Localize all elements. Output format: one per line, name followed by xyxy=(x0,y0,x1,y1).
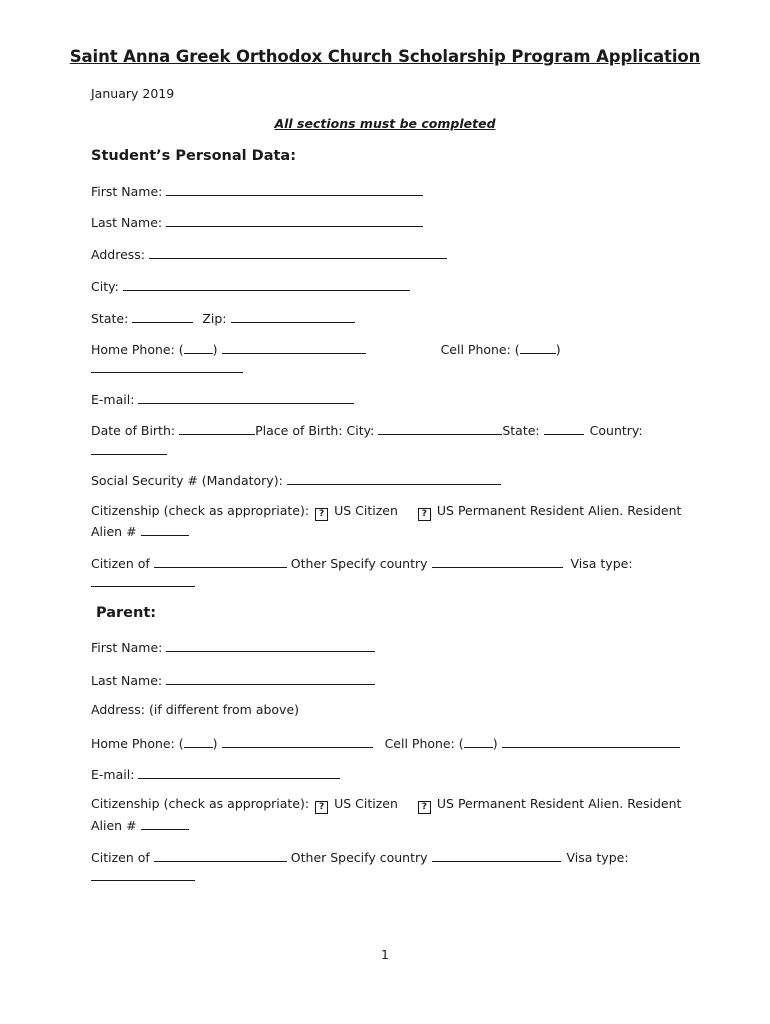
student-section-heading: Student’s Personal Data: xyxy=(91,148,297,164)
student-home-area-code-field[interactable] xyxy=(184,340,213,354)
parent-first-name-label: First Name: xyxy=(91,640,163,655)
student-alien-label: Alien # xyxy=(91,524,137,539)
student-first-name-label: First Name: xyxy=(91,184,163,199)
parent-citizen-of-row xyxy=(91,848,629,865)
parent-citizen-of-field[interactable] xyxy=(154,848,287,862)
student-home-phone-label: Home Phone: ( xyxy=(91,342,184,357)
student-email-label: E-mail: xyxy=(91,392,135,407)
student-address-label: Address: xyxy=(91,247,145,262)
student-ssn-label: Social Security # (Mandatory): xyxy=(91,473,283,488)
parent-home-phone-label: Home Phone: ( xyxy=(91,736,184,751)
parent-permanent-resident-checkbox[interactable]: ? xyxy=(418,801,431,814)
student-first-name-row xyxy=(91,182,423,199)
parent-us-citizen-checkbox[interactable]: ? xyxy=(315,801,328,814)
paren-close: ) xyxy=(212,342,218,357)
student-birth-row xyxy=(91,421,643,438)
parent-last-name-row xyxy=(91,671,375,688)
student-visa-continued-row xyxy=(91,573,195,590)
student-alien-number-field[interactable] xyxy=(141,522,189,536)
parent-visa-continued-row xyxy=(91,867,195,884)
student-citizen-of-field[interactable] xyxy=(154,554,287,568)
parent-citizen-of-label: Citizen of xyxy=(91,850,150,865)
parent-first-name-row xyxy=(91,638,375,655)
student-cell-phone-field[interactable] xyxy=(91,359,243,373)
student-ssn-row xyxy=(91,471,501,488)
student-citizenship-label: Citizenship (check as appropriate): xyxy=(91,503,310,518)
student-zip-field[interactable] xyxy=(231,309,355,323)
student-us-citizen-label: US Citizen xyxy=(334,503,398,518)
parent-address-row xyxy=(91,702,299,717)
student-address-row xyxy=(91,245,447,262)
student-country-field[interactable] xyxy=(91,441,167,455)
parent-cell-area-code-field[interactable] xyxy=(464,734,493,748)
parent-last-name-label: Last Name: xyxy=(91,673,163,688)
parent-permanent-resident-label: US Permanent Resident Alien. Resident xyxy=(436,796,682,811)
parent-first-name-field[interactable] xyxy=(166,638,375,652)
parent-email-row xyxy=(91,765,340,782)
parent-email-label: E-mail: xyxy=(91,767,135,782)
student-pob-state-label: State: xyxy=(502,423,540,438)
parent-citizenship-label: Citizenship (check as appropriate): xyxy=(91,796,310,811)
student-ssn-field[interactable] xyxy=(287,471,501,485)
student-permanent-resident-label: US Permanent Resident Alien. Resident xyxy=(436,503,682,518)
student-citizen-of-row xyxy=(91,554,633,571)
student-state-zip-row xyxy=(91,309,355,326)
student-dob-field[interactable] xyxy=(179,421,255,435)
parent-citizenship-row xyxy=(91,796,681,814)
parent-home-phone-field[interactable] xyxy=(222,734,373,748)
student-last-name-label: Last Name: xyxy=(91,215,163,230)
paren-close: ) xyxy=(492,736,498,751)
parent-email-field[interactable] xyxy=(138,765,340,779)
form-title: Saint Anna Greek Orthodox Church Scholarship Program Application xyxy=(69,47,701,66)
student-cell-area-code-field[interactable] xyxy=(520,340,556,354)
parent-alien-row xyxy=(91,816,189,833)
paren-close: ) xyxy=(212,736,218,751)
page-number: 1 xyxy=(381,947,389,962)
parent-alien-number-field[interactable] xyxy=(141,816,189,830)
student-phone-row xyxy=(91,340,561,357)
parent-alien-label: Alien # xyxy=(91,818,137,833)
student-dob-label: Date of Birth: xyxy=(91,423,176,438)
student-last-name-row xyxy=(91,213,423,230)
student-city-label: City: xyxy=(91,279,119,294)
student-cell-phone-label: Cell Phone: ( xyxy=(440,342,520,357)
parent-last-name-field[interactable] xyxy=(166,671,375,685)
student-other-country-field[interactable] xyxy=(432,554,563,568)
student-first-name-field[interactable] xyxy=(166,182,423,196)
student-zip-label: Zip: xyxy=(202,311,227,326)
student-city-row xyxy=(91,277,410,294)
parent-visa-type-field[interactable] xyxy=(91,867,195,881)
parent-us-citizen-label: US Citizen xyxy=(334,796,398,811)
student-last-name-field[interactable] xyxy=(166,213,423,227)
student-visa-type-label: Visa type: xyxy=(570,556,633,571)
student-pob-label: Place of Birth: City: xyxy=(255,423,375,438)
student-state-label: State: xyxy=(91,311,129,326)
student-visa-type-field[interactable] xyxy=(91,573,195,587)
parent-section-heading: Parent: xyxy=(96,605,157,621)
paren-close: ) xyxy=(555,342,561,357)
parent-home-area-code-field[interactable] xyxy=(184,734,213,748)
student-address-field[interactable] xyxy=(149,245,447,259)
student-country-continued-row xyxy=(91,441,167,458)
student-state-field[interactable] xyxy=(132,309,193,323)
student-home-phone-field[interactable] xyxy=(222,340,366,354)
parent-cell-phone-label: Cell Phone: ( xyxy=(384,736,464,751)
student-email-field[interactable] xyxy=(138,390,354,404)
student-pob-city-field[interactable] xyxy=(378,421,502,435)
parent-phone-row xyxy=(91,734,680,751)
parent-other-country-field[interactable] xyxy=(432,848,561,862)
parent-other-country-label: Other Specify country xyxy=(290,850,428,865)
student-us-citizen-checkbox[interactable]: ? xyxy=(315,508,328,521)
student-citizenship-row xyxy=(91,503,681,521)
parent-address-label: Address: (if different from above) xyxy=(91,702,300,717)
student-city-field[interactable] xyxy=(123,277,410,291)
completion-notice: All sections must be completed xyxy=(274,116,496,131)
student-citizen-of-label: Citizen of xyxy=(91,556,150,571)
student-country-label: Country: xyxy=(589,423,643,438)
student-pob-state-field[interactable] xyxy=(544,421,584,435)
student-alien-row xyxy=(91,522,189,539)
student-cell-phone-continued-row xyxy=(91,359,243,376)
student-other-country-label: Other Specify country xyxy=(290,556,428,571)
student-permanent-resident-checkbox[interactable]: ? xyxy=(418,508,431,521)
parent-cell-phone-field[interactable] xyxy=(502,734,680,748)
student-email-row xyxy=(91,390,354,407)
parent-visa-type-label: Visa type: xyxy=(566,850,629,865)
form-date: January 2019 xyxy=(91,86,175,101)
